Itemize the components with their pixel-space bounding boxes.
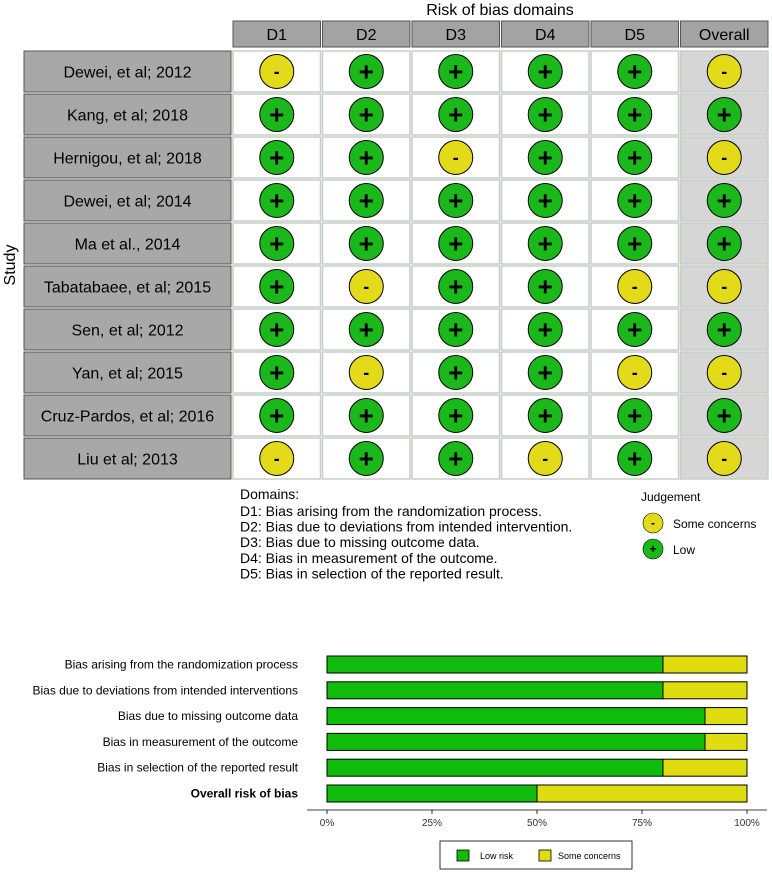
plus-symbol: + [448,271,464,302]
study-label: Sen, et al; 2012 [71,322,184,340]
plus-symbol: + [448,56,464,87]
plus-symbol: + [537,271,553,302]
plus-symbol: + [716,99,732,130]
legend-symbol: + [649,542,657,556]
plus-symbol: + [269,400,285,431]
plot-title: Risk of bias domains [426,2,574,19]
plus-symbol: + [627,56,643,87]
bar-low-risk [327,733,705,750]
category-label: Bias in selection of the reported result [97,760,298,775]
legend-label: Low [673,543,696,557]
minus-symbol: - [273,61,280,82]
plus-symbol: + [358,228,374,259]
plus-symbol: + [269,142,285,173]
minus-symbol: - [721,61,728,82]
column-header-label: D2 [356,27,377,44]
plus-symbol: + [716,228,732,259]
bar-low-risk [327,682,663,699]
legend-low-swatch [457,850,469,861]
legend-some-label: Some concerns [558,851,621,861]
minus-symbol: - [721,147,728,168]
domain-description: D4: Bias in measurement of the outcome. [240,549,498,566]
plus-symbol: + [627,400,643,431]
domain-description: D3: Bias due to missing outcome data. [240,534,480,551]
plus-symbol: + [358,99,374,130]
plus-symbol: + [358,185,374,216]
domain-description: D2: Bias due to deviations from intended intervention. [240,518,573,535]
column-header-label: D1 [266,27,287,44]
plus-symbol: + [448,357,464,388]
study-label: Liu et al; 2013 [77,451,178,469]
study-label: Cruz-Pardos, et al; 2016 [40,408,215,426]
plus-symbol: + [716,400,732,431]
legend-label: Some concerns [673,517,757,531]
plus-symbol: + [627,142,643,173]
plus-symbol: + [448,443,464,474]
legend-title: Judgement [641,490,701,504]
bar-some-concerns [663,682,747,699]
study-label: Tabatabaee, et al; 2015 [43,279,212,297]
minus-symbol: - [631,276,638,297]
x-tick-label: 50% [526,818,548,829]
bar-some-concerns [705,708,747,725]
bar-some-concerns [663,656,747,673]
plus-symbol: + [627,99,643,130]
plus-symbol: + [716,185,732,216]
plus-symbol: + [716,314,732,345]
category-label: Bias arising from the randomization process [64,657,298,672]
bar-low-risk [327,759,663,776]
column-header-label: Overall [698,27,750,44]
plus-symbol: + [269,271,285,302]
bar-low-risk [327,785,537,802]
plus-symbol: + [448,228,464,259]
plus-symbol: + [627,228,643,259]
x-tick-label: 0% [319,818,335,829]
plus-symbol: + [269,99,285,130]
legend-some-swatch [539,850,551,861]
plus-symbol: + [537,185,553,216]
x-tick-label: 100% [734,818,760,829]
legend-symbol: - [651,516,655,530]
plus-symbol: + [448,99,464,130]
plus-symbol: + [358,314,374,345]
minus-symbol: - [721,448,728,469]
minus-symbol: - [363,276,370,297]
plus-symbol: + [537,142,553,173]
minus-symbol: - [631,362,638,383]
plus-symbol: + [448,314,464,345]
minus-symbol: - [721,276,728,297]
y-axis-label: Study [2,244,19,286]
category-label: Bias in measurement of the outcome [102,734,298,749]
bar-some-concerns [705,733,747,750]
bar-low-risk [327,656,663,673]
minus-symbol: - [721,362,728,383]
plus-symbol: + [269,228,285,259]
plus-symbol: + [269,357,285,388]
plus-symbol: + [358,400,374,431]
plus-symbol: + [537,357,553,388]
study-label: Ma et al., 2014 [74,236,181,254]
domain-description: D1: Bias arising from the randomization process. [240,503,542,519]
column-header-label: D3 [445,27,466,44]
x-tick-label: 25% [421,818,443,829]
bar-low-risk [327,708,705,725]
bar-some-concerns [537,785,747,802]
minus-symbol: - [363,362,370,383]
summary-bar-plot [0,600,772,874]
study-label: Dewei, et al; 2012 [63,64,192,82]
category-label: Bias due to deviations from intended interventions [32,683,298,698]
plus-symbol: + [537,56,553,87]
minus-symbol: - [542,448,549,469]
plus-symbol: + [358,142,374,173]
plus-symbol: + [627,314,643,345]
category-label: Overall risk of bias [190,786,298,801]
minus-symbol: - [452,147,459,168]
plus-symbol: + [269,185,285,216]
plus-symbol: + [358,443,374,474]
plus-symbol: + [537,314,553,345]
legend-low-label: Low risk [480,851,514,861]
plus-symbol: + [358,56,374,87]
plus-symbol: + [448,400,464,431]
study-label: Hernigou, et al; 2018 [53,150,202,168]
plus-symbol: + [448,185,464,216]
plus-symbol: + [537,228,553,259]
x-tick-label: 75% [631,818,653,829]
domains-title: Domains: [240,486,300,502]
minus-symbol: - [273,448,280,469]
bar-some-concerns [663,759,747,776]
plus-symbol: + [537,400,553,431]
domain-description: D5: Bias in selection of the reported result. [240,565,504,582]
plus-symbol: + [627,185,643,216]
column-header-label: D5 [624,27,645,44]
plus-symbol: + [269,314,285,345]
study-label: Dewei, et al; 2014 [63,193,192,211]
plus-symbol: + [537,99,553,130]
study-label: Kang, et al; 2018 [67,107,188,125]
category-label: Bias due to missing outcome data [117,709,298,724]
study-label: Yan, et al; 2015 [72,365,183,383]
plus-symbol: + [627,443,643,474]
column-header-label: D4 [535,27,556,44]
